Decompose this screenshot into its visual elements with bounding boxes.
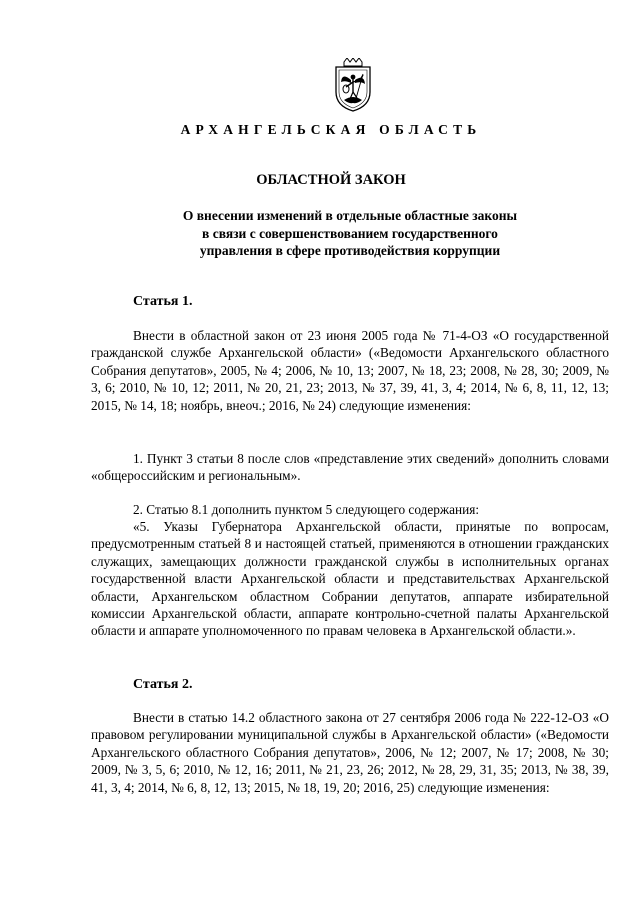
law-title [130, 207, 570, 260]
article-1-item-2-quote: «5. Указы Губернатора Архангельской области, принятые по вопросам, предусмотренным статьей 8 и настоящей статьей, применяются в отношении гражданских служащих, замещающих должности гражданской службы в исполнительных органах государственной власти Архангельской области и представительствах Архангельской области, Архангельском областном Собрании депутатов, аппарате избирательной комиссии Архангельской области, аппарате контрольно-счетной палаты Архангельской области и аппарате уполномоченного по правам человека в Архангельской области.». [91, 519, 609, 639]
region-title: АРХАНГЕЛЬСКАЯ ОБЛАСТЬ [180, 122, 482, 137]
law-title-line: в связи с совершенствованием государственного [202, 225, 498, 241]
article-1-heading: Статья 1. [133, 294, 193, 309]
article-1-intro: Внести в областной закон от 23 июня 2005 года № 71-4-ОЗ «О государственной гражданской службе Архангельской области» («Ведомости Архангельского областного Собрания депутатов», 2005, № 4; 2006, № 10, 13; 2007, № 18, 23; 2008, № 28, 30; 2009, № 3, 6; 2010, № 10, 12; 2011, № 20, 21, 23; 2013, № 37, 39, 41, 3, 4; 2014, № 6, 8, 11, 12, 13; 2015, № 14, 18; ноябрь, внеоч.; 2016, № 24) следующие изменения: [91, 328, 609, 413]
article-1-item-1: 1. Пункт 3 статьи 8 после слов «представление этих сведений» дополнить словами «общероссийским и региональным». [91, 451, 609, 484]
law-type-heading: ОБЛАСТНОЙ ЗАКОН [256, 172, 406, 188]
article-2-intro: Внести в статью 14.2 областного закона от 27 сентября 2006 года № 222-12-ОЗ «О правовом регулировании муниципальной службы в Архангельской области» («Ведомости Архангельского областного Собрания депутатов», 2006, № 12; 2007, № 17; 2008, № 30; 2009, № 3, 5, 6; 2010, № 12, 16; 2011, № 21, 23, 26; 2012, № 28, 29, 31, 35; 2013, № 38, 39, 41, 3, 4; 2014, № 6, 8, 12, 13; 2015, № 18, 19, 20; 2016, 25) следующие изменения: [91, 710, 609, 795]
article-1-item-2: 2. Статью 8.1 дополнить пунктом 5 следующего содержания: [133, 502, 480, 517]
law-title-line: О внесении изменений в отдельные областные законы [182, 208, 518, 223]
coat-of-arms-icon [330, 58, 376, 112]
law-title-line: управления в сфере противодействия коррупции [199, 243, 501, 258]
article-2-heading: Статья 2. [133, 677, 193, 692]
